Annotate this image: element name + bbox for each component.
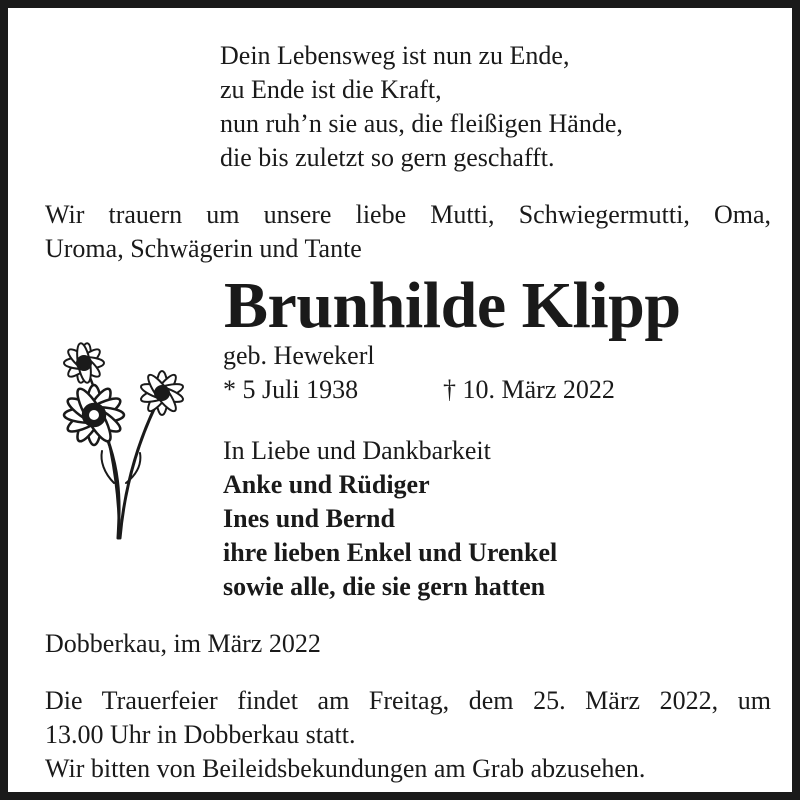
flower-bouquet-icon <box>36 333 201 548</box>
mourner-line-3: ihre lieben Enkel und Urenkel <box>223 538 558 567</box>
ceremony-line-3: Wir bitten von Beileidsbekundungen am Grab abzusehen. <box>45 754 646 783</box>
mourner-line-4: sowie alle, die sie gern hatten <box>223 572 546 601</box>
birth-name: geb. Hewekerl <box>223 341 375 370</box>
place-date: Dobberkau, im März 2022 <box>45 629 321 658</box>
ceremony-line-2: 13.00 Uhr in Dobberkau statt. <box>45 720 356 749</box>
poem-line-4: die bis zuletzt so gern geschafft. <box>220 143 555 172</box>
mourner-line-1: Anke und Rüdiger <box>223 470 430 499</box>
intro-line-2: Uroma, Schwägerin und Tante <box>45 234 362 263</box>
ceremony-line-1: Die Trauerfeier findet am Freitag, dem 25. März 2022, um <box>45 686 771 715</box>
birth-date: * 5 Juli 1938 <box>223 375 359 404</box>
mourners-intro: In Liebe und Dankbarkeit <box>223 436 491 465</box>
poem-line-1: Dein Lebensweg ist nun zu Ende, <box>220 41 570 70</box>
mourner-line-2: Ines und Bernd <box>223 504 395 533</box>
intro-line-1: Wir trauern um unsere liebe Mutti, Schwiegermutti, Oma, <box>45 200 771 229</box>
deceased-name: Brunhilde Klipp <box>224 269 681 342</box>
death-date: † 10. März 2022 <box>443 375 615 404</box>
poem-line-2: zu Ende ist die Kraft, <box>220 75 442 104</box>
poem-line-3: nun ruh’n sie aus, die fleißigen Hände, <box>220 109 623 138</box>
